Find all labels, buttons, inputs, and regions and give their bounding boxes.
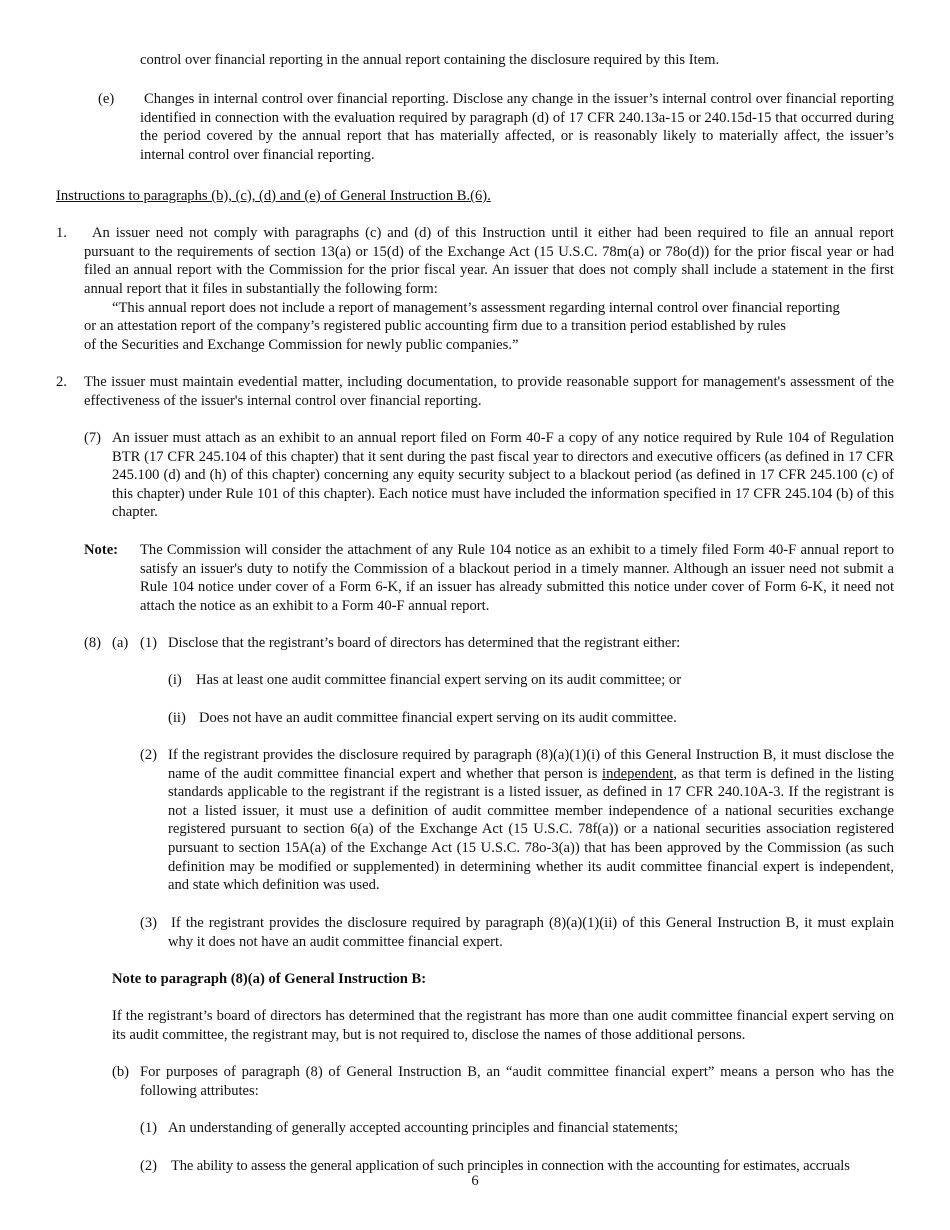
instruction-1-label: 1.: [56, 225, 67, 241]
para-8a1-ii-text: Does not have an audit committee financial expert serving on its audit committee.: [199, 710, 677, 726]
para-8b1-label: (1): [140, 1120, 158, 1136]
instructions-heading: Instructions to paragraphs (b), (c), (d) and (e) of General Instruction B.(6).: [56, 188, 491, 204]
para-8a1-label: (1): [140, 635, 158, 651]
instruction-2-label: 2.: [56, 374, 67, 390]
note-text: The Commission will consider the attachment of any Rule 104 notice as an exhibit to a timely filed Form 40-F annual report to satisfy an issuer's duty to notify the Commission of a blackout period in a timely manner. Although an issuer need not submit a Rule 104 notice under cover of a Form 6-K, if an issuer has already submitted this notice under cover of Form 6-K, it need not attach the notice as an exhibit to a Form 40-F annual report.: [140, 542, 894, 614]
page-number: 6: [471, 1173, 479, 1189]
note-label: Note:: [84, 542, 119, 558]
para-8b-label: (b): [112, 1064, 130, 1080]
instruction-1-quote-line-1: “This annual report does not include a report of management’s assessment regarding internal control over financial reporting: [112, 300, 840, 316]
para-8a1-i-text: Has at least one audit committee financial expert serving on its audit committee; or: [196, 672, 682, 688]
note-8a-heading: Note to paragraph (8)(a) of General Instruction B:: [112, 971, 427, 987]
para-8a1-text: Disclose that the registrant’s board of directors has determined that the registrant either:: [168, 635, 681, 651]
para-8a3-label: (3): [140, 915, 158, 931]
independent-term: independent: [602, 765, 674, 782]
para-8b1-text: An understanding of generally accepted accounting principles and financial statements;: [168, 1120, 679, 1136]
para-8-label: (8): [84, 635, 102, 651]
para-8a2-label: (2): [140, 747, 158, 763]
para-7-label: (7): [84, 430, 102, 446]
instruction-1-quote-line-2: or an attestation report of the company’s registered public accounting firm due to a transition period established by rules: [84, 318, 786, 334]
instruction-1-quote-line-3: of the Securities and Exchange Commission for newly public companies.”: [84, 337, 519, 353]
para-8a-label: (a): [112, 635, 129, 651]
para-8a1-ii-label: (ii): [168, 710, 186, 726]
para-8b2-label: (2): [140, 1158, 158, 1174]
para-e-text: Changes in internal control over financial reporting. Disclose any change in the issuer’s internal control over financial reporting identified in connection with the evaluation required by paragraph (d) of 17 CFR 240.13a-15 or 240.15d-15 that occurred during the period covered by the annual report that has materially affected, or is reasonably likely to materially affect, the issuer’s internal control over financial reporting.: [140, 91, 894, 163]
instruction-2-text: The issuer must maintain evedential matter, including documentation, to provide reasonable support for management's assessment of the effectiveness of the issuer's internal control over financial reporting.: [84, 374, 894, 409]
para-8b-text: For purposes of paragraph (8) of General Instruction B, an “audit committee financial expert” means a person who has the following attributes:: [140, 1064, 894, 1099]
para-7-text: An issuer must attach as an exhibit to an annual report filed on Form 40-F a copy of any notice required by Rule 104 of Regulation BTR (17 CFR 245.104 of this chapter) that it sent during the past fiscal year to directors and executive officers (as defined in 17 CFR 245.100 (d) and (h) of this chapter) concerning any equity security subject to a blackout period (as defined in 17 CFR 245.100 (c) of this chapter) under Rule 101 of this chapter). Each notice must have included the information specified in 17 CFR 245.104 (b) of this chapter.: [112, 430, 894, 521]
para-8a3-text: If the registrant provides the disclosure required by paragraph (8)(a)(1)(ii) of this General Instruction B, it must explain why it does not have an audit committee financial expert.: [168, 915, 894, 950]
para-e-label: (e): [98, 91, 115, 107]
continuation-text: control over financial reporting in the annual report containing the disclosure required by this Item.: [140, 52, 720, 68]
para-8b2-text: The ability to assess the general application of such principles in connection with the accounting for estimates, accruals: [171, 1158, 850, 1174]
para-8a1-i-label: (i): [168, 672, 182, 688]
note-8a-text: If the registrant’s board of directors has determined that the registrant has more than one audit committee financial expert serving on its audit committee, the registrant may, but is not required to, disclose the names of those additional persons.: [112, 1008, 894, 1043]
para-8a2-text: If the registrant provides the disclosure required by paragraph (8)(a)(1)(i) of this General Instruction B, it must disclose the name of the audit committee financial expert and whether that person is independent, as that term is defined in the listing standards applicable to the registrant if the registrant is a listed issuer, as defined in 17 CFR 240.10A-3. If the registrant is not a listed issuer, it must use a definition of audit committee member independence of a national securities exchange registered pursuant to section 6(a) of the Exchange Act (15 U.S.C. 78f(a)) or a national securities association registered pursuant to section 15A(a) of the Exchange Act (15 U.S.C. 78o-3(a)) that has been approved by the Commission (as such definition may be modified or supplemented) in determining whether its audit committee financial expert is independent, and state which definition was used.: [168, 747, 894, 894]
instruction-1-text: An issuer need not comply with paragraphs (c) and (d) of this Instruction until it either had been required to file an annual report pursuant to the requirements of section 13(a) or 15(d) of the Exchange Act (15 U.S.C. 78m(a) or 78o(d)) for the prior fiscal year or had filed an annual report with the Commission for the prior fiscal year. An issuer that does not comply shall include a statement in the first annual report that it files in substantially the following form:: [84, 225, 894, 297]
